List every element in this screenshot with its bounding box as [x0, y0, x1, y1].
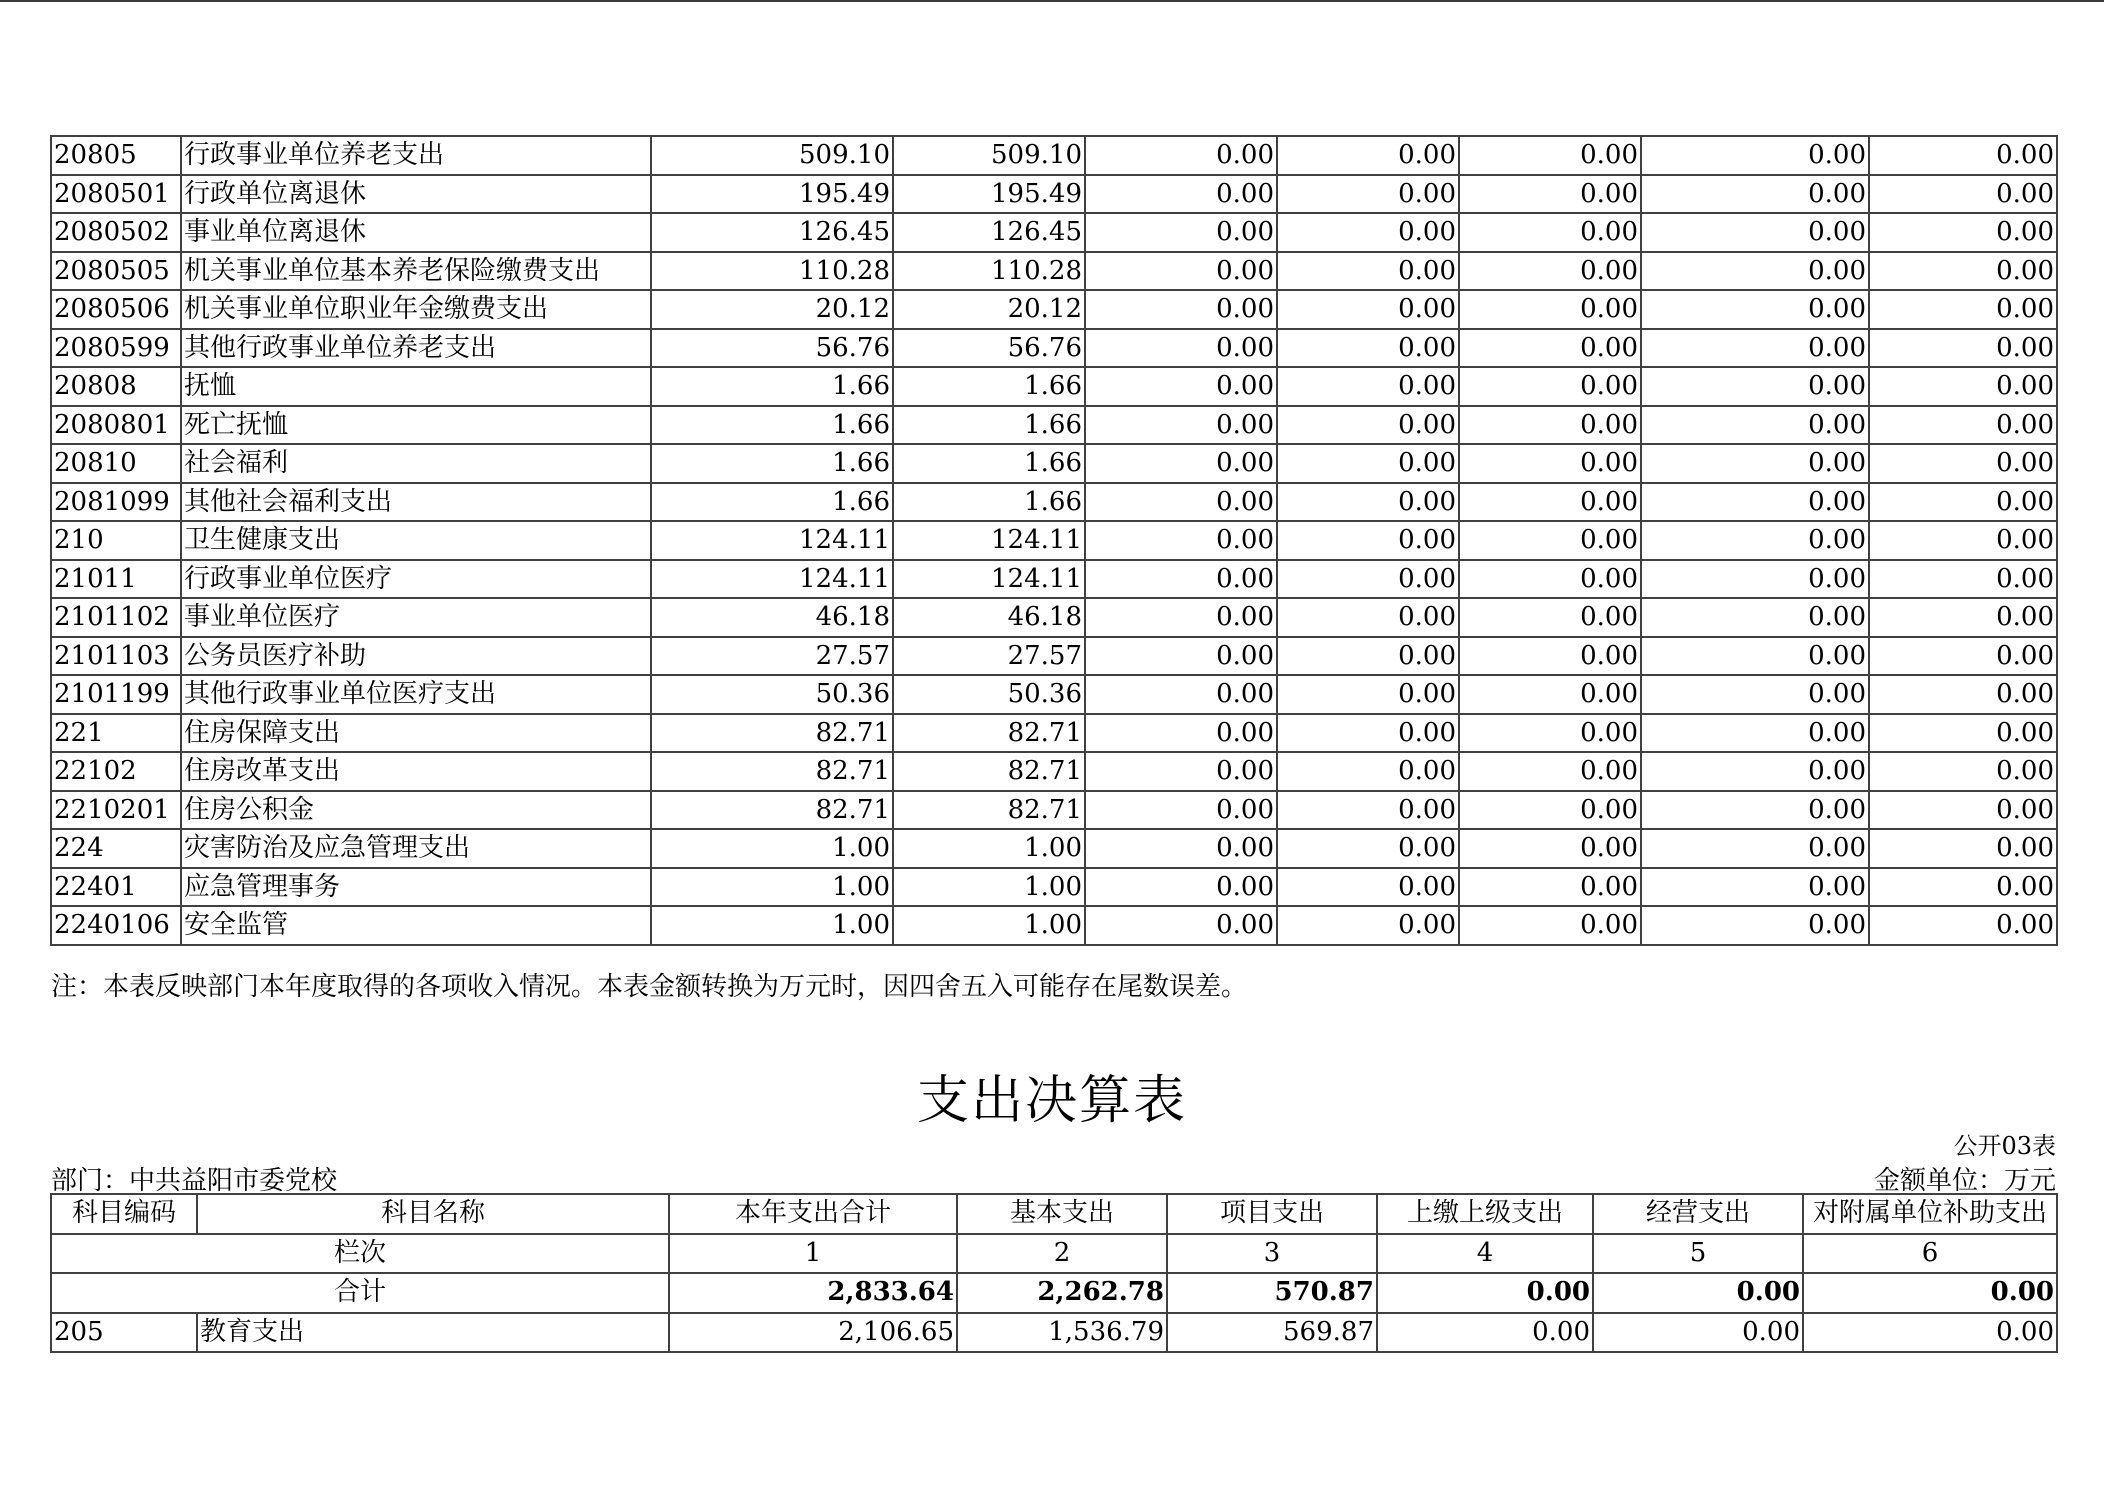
row-value: 0.00: [1277, 329, 1459, 368]
table-row: [51, 252, 2057, 291]
row-value: 0.00: [1277, 175, 1459, 214]
expense-total-row: [51, 1273, 2057, 1313]
total-value: 0.00: [1593, 1273, 1803, 1313]
row-value: 0.00: [1277, 290, 1459, 329]
row-value: 0.00: [1085, 675, 1277, 714]
form-number: 公开03表: [1953, 1132, 2056, 1160]
row-value: 82.71: [893, 791, 1085, 830]
row-value: 0.00: [1377, 1313, 1593, 1353]
row-value: 0.00: [1277, 714, 1459, 753]
row-value: 0.00: [1277, 791, 1459, 830]
row-value: 509.10: [893, 136, 1085, 175]
row-code: 20810: [51, 444, 181, 483]
row-value: 124.11: [893, 560, 1085, 599]
row-code: 2081099: [51, 483, 181, 522]
row-value: 0.00: [1869, 791, 2057, 830]
row-value: 195.49: [651, 175, 893, 214]
table-row: [51, 213, 2057, 252]
row-value: 1.66: [651, 406, 893, 445]
row-value: 0.00: [1277, 637, 1459, 676]
row-value: 0.00: [1085, 444, 1277, 483]
row-value: 0.00: [1459, 175, 1641, 214]
expense-index-row: [51, 1234, 2057, 1274]
row-value: 0.00: [1085, 868, 1277, 907]
row-value: 0.00: [1869, 290, 2057, 329]
row-value: 0.00: [1869, 483, 2057, 522]
index-number: 6: [1803, 1234, 2057, 1274]
row-name: 住房改革支出: [181, 752, 651, 791]
row-value: 46.18: [893, 598, 1085, 637]
table-row: [51, 906, 2057, 945]
row-value: 1.00: [651, 906, 893, 945]
page-title: 支出决算表: [916, 1071, 1187, 1131]
row-name: 公务员医疗补助: [181, 637, 651, 676]
row-code: 2101102: [51, 598, 181, 637]
row-value: 126.45: [651, 213, 893, 252]
index-number: 1: [669, 1234, 957, 1274]
row-name: 安全监管: [181, 906, 651, 945]
expense-table: [50, 1193, 2058, 1353]
table-row: [51, 829, 2057, 868]
row-name: 行政单位离退休: [181, 175, 651, 214]
row-value: 0.00: [1459, 213, 1641, 252]
row-value: 0.00: [1459, 252, 1641, 291]
total-value: 2,833.64: [669, 1273, 957, 1313]
row-value: 0.00: [1085, 406, 1277, 445]
index-number: 2: [957, 1234, 1167, 1274]
row-value: 0.00: [1277, 136, 1459, 175]
row-value: 0.00: [1085, 367, 1277, 406]
row-value: 0.00: [1085, 637, 1277, 676]
row-value: 56.76: [651, 329, 893, 368]
row-name: 机关事业单位职业年金缴费支出: [181, 290, 651, 329]
income-table: [50, 135, 2058, 946]
row-value: 20.12: [893, 290, 1085, 329]
row-value: 82.71: [651, 714, 893, 753]
row-value: 0.00: [1459, 444, 1641, 483]
row-value: 0.00: [1459, 136, 1641, 175]
table-row: [51, 290, 2057, 329]
row-name: 教育支出: [197, 1313, 669, 1353]
row-value: 0.00: [1459, 598, 1641, 637]
row-value: 0.00: [1459, 714, 1641, 753]
row-value: 1.66: [651, 367, 893, 406]
row-value: 1.66: [893, 483, 1085, 522]
total-label: 合计: [51, 1273, 669, 1313]
row-value: 0.00: [1459, 329, 1641, 368]
total-value: 0.00: [1803, 1273, 2057, 1313]
row-value: 124.11: [651, 521, 893, 560]
row-value: 0.00: [1869, 752, 2057, 791]
row-value: 0.00: [1641, 675, 1869, 714]
table-row: [51, 598, 2057, 637]
row-value: 0.00: [1277, 406, 1459, 445]
row-code: 2210201: [51, 791, 181, 830]
row-value: 0.00: [1593, 1313, 1803, 1353]
table-row: [51, 406, 2057, 445]
row-value: 82.71: [893, 752, 1085, 791]
table-row: [51, 521, 2057, 560]
row-value: 0.00: [1869, 367, 2057, 406]
row-value: 0.00: [1277, 521, 1459, 560]
total-value: 570.87: [1167, 1273, 1377, 1313]
row-value: 0.00: [1641, 521, 1869, 560]
header-subsidy: 对附属单位补助支出: [1803, 1194, 2057, 1234]
row-value: 82.71: [651, 752, 893, 791]
row-value: 0.00: [1459, 637, 1641, 676]
table-row: [51, 329, 2057, 368]
row-value: 0.00: [1641, 637, 1869, 676]
row-value: 0.00: [1869, 521, 2057, 560]
row-name: 事业单位离退休: [181, 213, 651, 252]
row-value: 82.71: [651, 791, 893, 830]
row-value: 0.00: [1459, 906, 1641, 945]
row-name: 其他行政事业单位医疗支出: [181, 675, 651, 714]
row-value: 1.00: [893, 829, 1085, 868]
row-value: 1.00: [893, 906, 1085, 945]
row-value: 82.71: [893, 714, 1085, 753]
row-code: 210: [51, 521, 181, 560]
row-value: 0.00: [1641, 829, 1869, 868]
table-row: [51, 714, 2057, 753]
row-name: 住房保障支出: [181, 714, 651, 753]
row-code: 224: [51, 829, 181, 868]
total-value: 2,262.78: [957, 1273, 1167, 1313]
row-name: 卫生健康支出: [181, 521, 651, 560]
table-row: [51, 791, 2057, 830]
row-value: 110.28: [893, 252, 1085, 291]
row-value: 0.00: [1277, 213, 1459, 252]
index-number: 4: [1377, 1234, 1593, 1274]
row-value: 0.00: [1641, 906, 1869, 945]
row-value: 124.11: [893, 521, 1085, 560]
header-total: 本年支出合计: [669, 1194, 957, 1234]
header-upper: 上缴上级支出: [1377, 1194, 1593, 1234]
row-value: 0.00: [1277, 444, 1459, 483]
department-label: 部门：中共益阳市委党校: [51, 1166, 338, 1196]
row-value: 1,536.79: [957, 1313, 1167, 1353]
row-name: 住房公积金: [181, 791, 651, 830]
row-value: 1.66: [893, 406, 1085, 445]
row-value: 0.00: [1277, 752, 1459, 791]
row-value: 0.00: [1641, 406, 1869, 445]
row-name: 行政事业单位养老支出: [181, 136, 651, 175]
row-value: 20.12: [651, 290, 893, 329]
row-value: 0.00: [1085, 560, 1277, 599]
row-value: 509.10: [651, 136, 893, 175]
row-value: 0.00: [1641, 752, 1869, 791]
row-value: 0.00: [1459, 560, 1641, 599]
row-value: 0.00: [1869, 637, 2057, 676]
row-value: 0.00: [1803, 1313, 2057, 1353]
row-value: 110.28: [651, 252, 893, 291]
row-value: 0.00: [1085, 791, 1277, 830]
row-value: 27.57: [651, 637, 893, 676]
row-value: 0.00: [1085, 829, 1277, 868]
row-value: 0.00: [1641, 868, 1869, 907]
row-value: 0.00: [1641, 598, 1869, 637]
row-value: 0.00: [1641, 367, 1869, 406]
row-value: 0.00: [1459, 521, 1641, 560]
row-value: 0.00: [1869, 906, 2057, 945]
row-value: 0.00: [1085, 175, 1277, 214]
header-code: 科目编码: [51, 1194, 197, 1234]
table-note: 注：本表反映部门本年度取得的各项收入情况。本表金额转换为万元时，因四舍五入可能存在尾数误差。: [51, 972, 1248, 1002]
row-value: 0.00: [1869, 714, 2057, 753]
row-value: 0.00: [1277, 483, 1459, 522]
row-name: 事业单位医疗: [181, 598, 651, 637]
row-value: 1.66: [893, 444, 1085, 483]
row-value: 0.00: [1085, 521, 1277, 560]
row-value: 569.87: [1167, 1313, 1377, 1353]
row-value: 0.00: [1459, 829, 1641, 868]
row-value: 0.00: [1869, 598, 2057, 637]
row-value: 0.00: [1641, 714, 1869, 753]
total-value: 0.00: [1377, 1273, 1593, 1313]
table-row: [51, 1313, 2057, 1353]
row-value: 0.00: [1277, 367, 1459, 406]
row-code: 2080801: [51, 406, 181, 445]
row-value: 0.00: [1869, 136, 2057, 175]
row-value: 1.66: [893, 367, 1085, 406]
header-operating: 经营支出: [1593, 1194, 1803, 1234]
row-value: 0.00: [1459, 483, 1641, 522]
row-value: 0.00: [1085, 329, 1277, 368]
row-value: 0.00: [1085, 136, 1277, 175]
row-value: 46.18: [651, 598, 893, 637]
row-value: 1.00: [651, 829, 893, 868]
row-value: 0.00: [1459, 752, 1641, 791]
row-value: 0.00: [1641, 483, 1869, 522]
row-code: 221: [51, 714, 181, 753]
row-value: 0.00: [1641, 329, 1869, 368]
header-project: 项目支出: [1167, 1194, 1377, 1234]
row-value: 0.00: [1277, 252, 1459, 291]
row-value: 0.00: [1277, 906, 1459, 945]
income-table-body: [51, 136, 2057, 945]
row-value: 0.00: [1085, 290, 1277, 329]
row-code: 2080501: [51, 175, 181, 214]
row-code: 20808: [51, 367, 181, 406]
row-code: 2080506: [51, 290, 181, 329]
row-name: 行政事业单位医疗: [181, 560, 651, 599]
row-name: 机关事业单位基本养老保险缴费支出: [181, 252, 651, 291]
row-name: 其他行政事业单位养老支出: [181, 329, 651, 368]
row-code: 205: [51, 1313, 197, 1353]
header-name: 科目名称: [197, 1194, 669, 1234]
row-value: 0.00: [1641, 136, 1869, 175]
row-value: 0.00: [1277, 829, 1459, 868]
row-name: 其他社会福利支出: [181, 483, 651, 522]
table-row: [51, 136, 2057, 175]
top-border-line: [0, 0, 2104, 2]
row-value: 0.00: [1459, 791, 1641, 830]
table-row: [51, 868, 2057, 907]
row-value: 0.00: [1869, 213, 2057, 252]
table-row: [51, 175, 2057, 214]
row-code: 2101103: [51, 637, 181, 676]
expense-header-row: [51, 1194, 2057, 1234]
row-name: 死亡抚恤: [181, 406, 651, 445]
row-value: 124.11: [651, 560, 893, 599]
row-code: 21011: [51, 560, 181, 599]
row-value: 50.36: [893, 675, 1085, 714]
table-row: [51, 444, 2057, 483]
row-value: 2,106.65: [669, 1313, 957, 1353]
row-value: 1.00: [893, 868, 1085, 907]
row-value: 0.00: [1641, 560, 1869, 599]
table-row: [51, 637, 2057, 676]
row-code: 2101199: [51, 675, 181, 714]
row-value: 1.66: [651, 444, 893, 483]
row-value: 0.00: [1459, 367, 1641, 406]
row-value: 0.00: [1085, 714, 1277, 753]
row-value: 0.00: [1869, 175, 2057, 214]
row-code: 2240106: [51, 906, 181, 945]
row-code: 22102: [51, 752, 181, 791]
row-value: 0.00: [1869, 444, 2057, 483]
row-value: 195.49: [893, 175, 1085, 214]
row-value: 1.66: [651, 483, 893, 522]
row-value: 1.00: [651, 868, 893, 907]
row-value: 0.00: [1641, 252, 1869, 291]
row-value: 0.00: [1277, 560, 1459, 599]
row-value: 0.00: [1869, 329, 2057, 368]
index-number: 3: [1167, 1234, 1377, 1274]
table-row: [51, 367, 2057, 406]
row-value: 126.45: [893, 213, 1085, 252]
row-value: 0.00: [1459, 675, 1641, 714]
row-value: 0.00: [1869, 406, 2057, 445]
row-value: 0.00: [1869, 868, 2057, 907]
header-basic: 基本支出: [957, 1194, 1167, 1234]
row-value: 56.76: [893, 329, 1085, 368]
table-row: [51, 675, 2057, 714]
row-value: 27.57: [893, 637, 1085, 676]
row-code: 22401: [51, 868, 181, 907]
row-code: 20805: [51, 136, 181, 175]
row-code: 2080502: [51, 213, 181, 252]
table-row: [51, 752, 2057, 791]
row-value: 0.00: [1459, 406, 1641, 445]
row-value: 0.00: [1641, 213, 1869, 252]
row-name: 灾害防治及应急管理支出: [181, 829, 651, 868]
table-row: [51, 560, 2057, 599]
row-name: 社会福利: [181, 444, 651, 483]
row-value: 0.00: [1641, 791, 1869, 830]
row-value: 0.00: [1641, 175, 1869, 214]
amount-unit-label: 金额单位：万元: [1873, 1166, 2056, 1196]
index-label: 栏次: [51, 1234, 669, 1274]
row-value: 0.00: [1085, 752, 1277, 791]
table-row: [51, 483, 2057, 522]
row-value: 0.00: [1277, 868, 1459, 907]
row-value: 0.00: [1277, 598, 1459, 637]
index-number: 5: [1593, 1234, 1803, 1274]
row-value: 0.00: [1459, 868, 1641, 907]
row-code: 2080505: [51, 252, 181, 291]
row-value: 0.00: [1085, 213, 1277, 252]
row-value: 0.00: [1641, 444, 1869, 483]
row-value: 0.00: [1085, 483, 1277, 522]
row-value: 0.00: [1085, 906, 1277, 945]
row-name: 应急管理事务: [181, 868, 651, 907]
row-value: 0.00: [1641, 290, 1869, 329]
row-value: 0.00: [1085, 252, 1277, 291]
row-value: 0.00: [1869, 675, 2057, 714]
row-value: 0.00: [1277, 675, 1459, 714]
row-value: 0.00: [1459, 290, 1641, 329]
row-code: 2080599: [51, 329, 181, 368]
row-value: 0.00: [1869, 560, 2057, 599]
row-value: 0.00: [1869, 829, 2057, 868]
row-value: 50.36: [651, 675, 893, 714]
row-name: 抚恤: [181, 367, 651, 406]
row-value: 0.00: [1085, 598, 1277, 637]
row-value: 0.00: [1869, 252, 2057, 291]
